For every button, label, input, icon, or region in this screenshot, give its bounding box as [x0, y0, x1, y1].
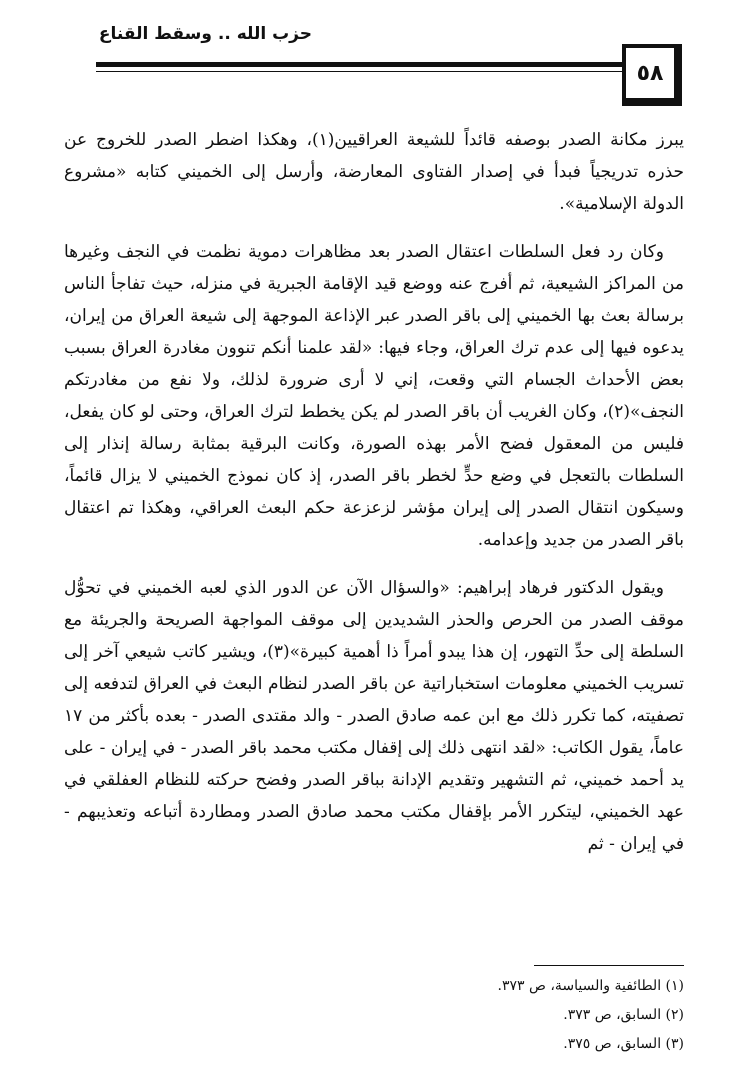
footnotes	[64, 972, 684, 1059]
running-title: حزب الله .. وسقط القناع	[98, 24, 312, 44]
header-rule-thick	[96, 62, 626, 67]
footnote: (١) الطائفية والسياسة، ص ٣٧٣.	[497, 978, 684, 994]
header-rule-thin	[96, 71, 626, 72]
body-text	[64, 124, 684, 876]
paragraph: وكان رد فعل السلطات اعتقال الصدر بعد مظاهرات دموية نظمت في النجف وغيرها من المراكز الشيعية، ثم أفرج عنه ووضع قيد الإقامة الجبرية في منزله، حيث تفاجأ الناس برسالة بعث بها الخميني إلى باقر الصدر عبر الإذاعة الموجهة إلى شيعة العراق من إيران، يدعوه فيها إلى عدم ترك العراق، وجاء فيها: «لقد علمنا أنكم تنوون مغادرة العراق بسبب بعض الأحداث الجسام التي وقعت، إني لا أرى ضرورة لذلك، ولا نفع من مغادرتكم النجف»(٢)، وكان الغريب أن باقر الصدر لم يكن يخطط لترك العراق، وحتى لو كان يفعل، فليس من المعقول فضح الأمر بهذه الصورة، وكانت البرقية بمثابة رسالة إنذار إلى السلطات بالتعجل في وضع حدٍّ لخطر باقر الصدر، إذ كان نموذج الخميني لا يزال قائماً، وسيكون انتقال الصدر إلى إيران مؤشر لزعزعة حكم البعث العراقي، وهكذا تم اعتقال باقر الصدر من جديد وإعدامه.	[64, 242, 684, 550]
footnote-separator	[534, 965, 684, 966]
paragraph: ويقول الدكتور فرهاد إبراهيم: «والسؤال الآن عن الدور الذي لعبه الخميني في تحوُّل موقف الصدر من الحرص والحذر الشديدين إلى موقف المواجهة الصريحة والجريئة مع السلطة إلى حدِّ التهور، إن هذا يبدو أمراً ذا أهمية كبيرة»(٣)، ويشير كاتب شيعي آخر إلى تسريب الخميني معلومات استخباراتية عن باقر الصدر لنظام البعث في العراق لتدفعه إلى تصفيته، كما تكرر ذلك مع ابن عمه صادق الصدر - والد مقتدى الصدر - بعده بأكثر من ١٧ عاماً، يقول الكاتب: «لقد انتهى ذلك إلى إقفال مكتب محمد باقر الصدر - في إيران - على يد أحمد خميني، ثم التشهير وتقديم الإدانة بباقر الصدر وفضح حركته للنظام العفلقي في عهد الخميني، ليتكرر الأمر بإقفال مكتب محمد صادق الصدر ومطاردة أتباعه وتعذيبهم - في إيران - ثم	[64, 578, 684, 854]
footnote: (٢) السابق، ص ٣٧٣.	[563, 1007, 684, 1023]
footnote: (٣) السابق، ص ٣٧٥.	[563, 1036, 684, 1052]
paragraph: يبرز مكانة الصدر بوصفه قائداً للشيعة العراقيين(١)، وهكذا اضطر الصدر للخروج عن حذره تدريجياً فبدأ في إصدار الفتاوى المعارضة، وأرسل إلى الخميني كتابه «مشروع الدولة الإسلامية».	[64, 130, 684, 214]
page-header	[0, 18, 744, 118]
page-number: ٥٨	[636, 60, 664, 86]
page-number-box	[622, 44, 682, 106]
